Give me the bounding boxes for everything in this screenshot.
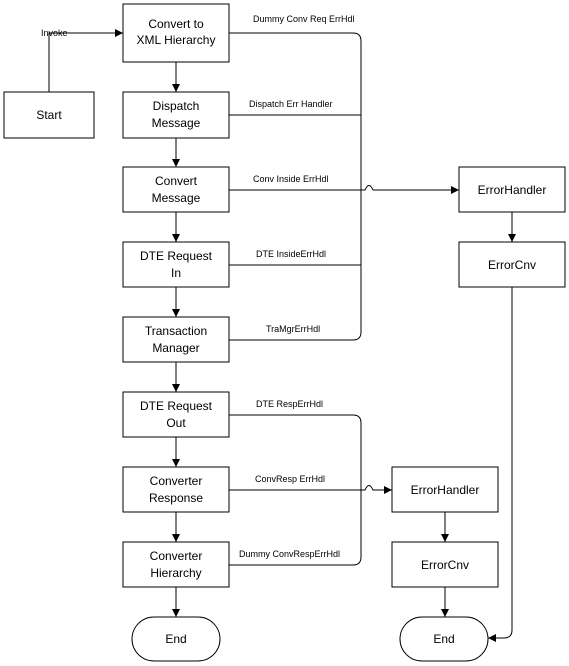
tramgr-errhdl-label: TraMgrErrHdl xyxy=(266,324,321,334)
convert-message-label-line1: Convert xyxy=(154,174,198,188)
end-right-label: End xyxy=(433,632,455,646)
dte-request-in-label-line2: In xyxy=(170,266,182,280)
dte-request-out-label-line1: DTE Request xyxy=(139,399,213,413)
transaction-manager-label-line2: Manager xyxy=(152,341,200,355)
dte-request-out-node[interactable] xyxy=(123,392,229,437)
dispatch-message-label-line2: Message xyxy=(151,116,201,130)
error-cnv-2-node[interactable] xyxy=(392,542,498,587)
convert-message-node[interactable] xyxy=(123,167,229,212)
conv-inside-errhdl-label: Conv Inside ErrHdl xyxy=(253,174,329,184)
error-handler-2-label: ErrorHandler xyxy=(410,483,480,497)
converter-hierarchy-label-line2: Hierarchy xyxy=(150,566,202,580)
dispatch-message-label-line1: Dispatch xyxy=(152,99,200,113)
converter-response-label-line1: Converter xyxy=(149,474,203,488)
error-cnv-1-node[interactable] xyxy=(459,242,565,287)
error-cnv-1-label: ErrorCnv xyxy=(487,258,537,272)
dte-request-in-node[interactable] xyxy=(123,242,229,287)
upper-error-bus xyxy=(229,33,361,340)
error-handler-1-label: ErrorHandler xyxy=(477,183,547,197)
dte-request-out-label-line2: Out xyxy=(166,416,186,430)
invoke-connector xyxy=(49,33,123,92)
convert-to-xml-label-line1: Convert to xyxy=(148,17,204,31)
end-left-node[interactable] xyxy=(132,617,220,661)
dummy-conv-req-errhdl-label: Dummy Conv Req ErrHdl xyxy=(253,14,355,24)
converter-hierarchy-label-line1: Converter xyxy=(149,549,203,563)
converter-response-node[interactable] xyxy=(123,467,229,512)
converter-response-label-line2: Response xyxy=(148,491,204,505)
invoke-label: Invoke xyxy=(41,28,68,38)
dte-inside-errhdl-label: DTE InsideErrHdl xyxy=(256,249,327,259)
convert-to-xml-label-line2: XML Hierarchy xyxy=(136,33,216,47)
convert-message-label-line2: Message xyxy=(151,191,201,205)
transaction-manager-node[interactable] xyxy=(123,317,229,362)
converter-hierarchy-node[interactable] xyxy=(123,542,229,587)
dte-resp-errhdl-label: DTE RespErrHdl xyxy=(256,399,324,409)
start-node[interactable] xyxy=(4,92,94,138)
error-cnv-2-label: ErrorCnv xyxy=(420,558,470,572)
convresp-errhdl-label: ConvResp ErrHdl xyxy=(255,474,326,484)
end-left-label: End xyxy=(165,632,187,646)
convert-to-xml-hierarchy-node[interactable] xyxy=(123,4,229,62)
dispatch-err-handler-label: Dispatch Err Handler xyxy=(249,99,333,109)
start-node-label: Start xyxy=(36,108,62,122)
error-handler-2-node[interactable] xyxy=(392,467,498,512)
conv-inside-err-line xyxy=(229,186,459,191)
dispatch-message-node[interactable] xyxy=(123,92,229,138)
conv-resp-err-line xyxy=(229,486,392,491)
dummy-convresp-errhdl-label: Dummy ConvRespErrHdl xyxy=(239,549,341,559)
transaction-manager-label-line1: Transaction xyxy=(144,324,208,338)
end-right-node[interactable] xyxy=(400,617,488,661)
error-handler-1-node[interactable] xyxy=(459,167,565,212)
dte-request-in-label-line1: DTE Request xyxy=(139,249,213,263)
